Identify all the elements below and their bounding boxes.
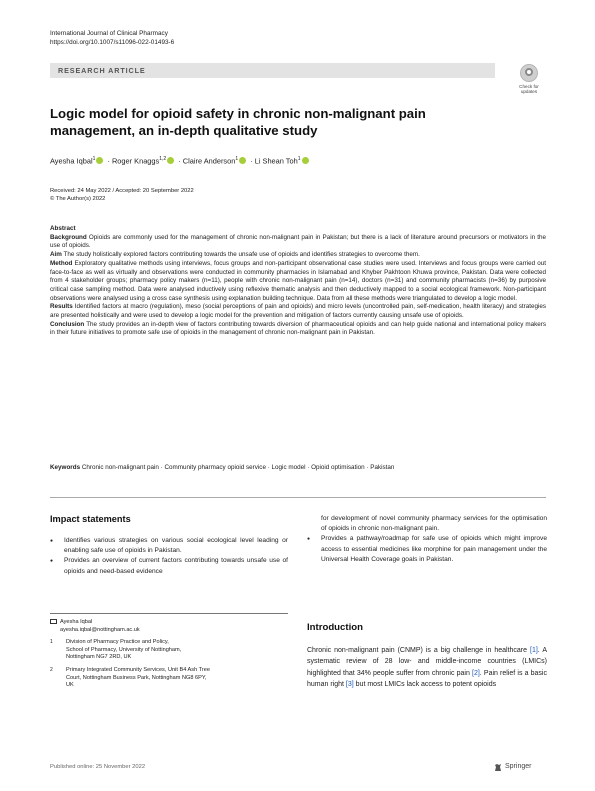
copyright: © The Author(s) 2022: [50, 196, 106, 202]
section-label: Aim: [50, 251, 62, 259]
impact-continuation: [307, 514, 547, 565]
section-label: Background: [50, 233, 87, 241]
section-text: The study provides an in-depth view of factors contributing towards diversion of pharmaceutical opioids and can help guide national and international policy makers in their future initiatives to promote safe use of opioids in the management of chronic non-malignant pain in Pakistan.: [50, 320, 546, 337]
article-type: RESEARCH ARTICLE: [58, 66, 146, 75]
affiliation-number: 1: [50, 639, 53, 646]
springer-horse-icon: [494, 763, 502, 772]
keywords-label: Keywords: [50, 464, 81, 471]
affiliation: [50, 639, 288, 662]
intro-text: Chronic non-malignant pain (CNMP) is a big challenge in healthcare: [307, 647, 530, 654]
author-separator: ·: [105, 156, 112, 166]
author-name[interactable]: Ayesha Iqbal: [50, 156, 93, 166]
section-label: Results: [50, 303, 73, 311]
published-online: Published online: 25 November 2022: [50, 764, 146, 770]
citation-link[interactable]: [1]: [530, 647, 538, 654]
list-item: ● Provides an overview of current factors contributing towards unsafe use of opioids and need-based evidence: [50, 556, 288, 576]
impact-list-2: [307, 534, 547, 565]
publication-dates: [50, 187, 194, 203]
received-accepted: Received: 24 May 2022 / Accepted: 20 September 2022: [50, 188, 194, 194]
check-line2: updates: [520, 89, 538, 95]
abstract: [50, 225, 546, 338]
abstract-method: [50, 260, 546, 304]
journal-header: [50, 30, 174, 47]
affiliation-number: 2: [50, 666, 53, 673]
section-text: The study holistically explored factors contributing towards the unsafe use of opioids and identifies strategies to overcome them.: [61, 251, 420, 259]
journal-name: International Journal of Clinical Pharmacy: [50, 30, 168, 37]
orcid-icon[interactable]: [167, 157, 174, 164]
affiliation-line: Nottingham NG7 2RD, UK: [66, 654, 132, 661]
list-item: ● Identifies various strategies on various social ecological level leading or enabling safe use of opioids in Pakistan.: [50, 536, 288, 556]
author-affiliation: 1,2: [159, 156, 167, 162]
impact-continuation-text: for development of novel community pharmacy services for the optimisation of opioids in chronic non-malignant pain.: [321, 515, 547, 533]
author-separator: ·: [176, 156, 183, 166]
section-text: Opioids are commonly used for the management of chronic non-malignant pain in Pakistan; but there is a lack of literature around precursors or motivators in the use of opioids.: [50, 233, 546, 250]
section-label: Conclusion: [50, 320, 85, 328]
author-affiliation: 1: [235, 156, 239, 162]
impact-list: [50, 536, 288, 577]
affiliation-line: Court, Nottingham Business Park, Nottingham NG8 6PY,: [66, 674, 207, 681]
author-separator: ·: [248, 156, 255, 166]
introduction-paragraph: [307, 645, 547, 691]
impact-heading: Impact statements: [50, 514, 131, 524]
affiliation-line: Division of Pharmacy Practice and Policy,: [66, 639, 169, 646]
affiliation: [50, 667, 288, 690]
abstract-conclusion: [50, 321, 546, 338]
keywords-text: Chronic non-malignant pain · Community pharmacy opioid service · Logic model · Opioid optimisation · Pakistan: [80, 464, 395, 471]
orcid-icon[interactable]: [96, 157, 103, 164]
affiliation-line: UK: [66, 682, 74, 689]
author-affiliation: 1: [92, 156, 96, 162]
intro-text: . Pain relief is a basic human right: [307, 669, 547, 689]
correspondence-block: [50, 613, 288, 690]
doi-link[interactable]: https://doi.org/10.1007/s11096-022-01493-6: [50, 38, 175, 46]
citation-link[interactable]: [2]: [472, 669, 480, 677]
abstract-heading: Abstract: [50, 225, 76, 232]
keywords: [50, 464, 546, 473]
divider: [50, 497, 546, 498]
orcid-icon[interactable]: [302, 157, 309, 164]
section-label: Method: [50, 259, 73, 267]
author-affiliation: 1: [297, 156, 301, 162]
author-name[interactable]: Li Shean Toh: [254, 156, 298, 166]
abstract-background: [50, 234, 546, 251]
section-text: Identified factors at macro (regulation), meso (social perceptions of pain and opioids) and micro levels (uncontrolled pain, self-medication, health literacy) and strategies are presented holistically and were used to develop a logic model for the prevention and mitigation of factors currently causing unsafe use of opioids.: [50, 303, 546, 320]
author-name[interactable]: Claire Anderson: [182, 156, 236, 166]
check-updates-icon: [520, 64, 538, 82]
intro-text: . A systematic review of 28 low- and middle-income countries (LMICs) highlighted that 34% people suffer from chronic pain: [307, 647, 547, 677]
impact-statements: [50, 514, 288, 577]
corresponding-author: Ayesha Iqbal: [60, 619, 93, 625]
affiliation-line: Primary Integrated Community Services, Unit B4 Ash Tree: [66, 666, 210, 673]
check-line1: Check for: [519, 84, 539, 89]
corresponding-email[interactable]: ayesha.iqbal@nottingham.ac.uk: [60, 626, 140, 633]
publisher-logo-text: Springer: [505, 763, 532, 770]
abstract-results: [50, 303, 546, 320]
section-text: Exploratory qualitative methods using interviews, focus groups and non-participant observational case studies were used. Interviews and focus groups were carried out face-to-face as well as virtually and observations were conducted in community pharmacies in Islamabad and Khyber Pakhtoon Khuwa province, Pakistan. Data were collected from 4 stakeholder groups; pharmacy policy makers (n=11), people with chronic non-malignant pain (n=14), doctors (n=31) and community pharmacists (n=36) by purposive critical case sampling method. Data were analysed inductively using reflexive thematic analysis and then deductively mapped to a social ecological framework. Non-participant observations were analysed using a cross case synthesis using explanation building technique. Data from all these methods were triangulated to develop a logic model.: [50, 259, 546, 302]
intro-text: but most LMICs lack access to potent opioids: [353, 681, 497, 689]
article-title: Logic model for opioid safety in chronic non-malignant pain management, an in-depth qualitative study: [50, 106, 426, 138]
orcid-icon[interactable]: [239, 157, 246, 164]
abstract-aim: [50, 251, 546, 260]
citation-link[interactable]: [3]: [345, 681, 354, 689]
author-list: [50, 156, 311, 165]
list-item: ● Provides a pathway/roadmap for safe use of opioids which might improve access to essential medicines like morphine for pain management under the Universal Health Coverage goals in Pakistan.: [307, 534, 547, 565]
check-for-updates-badge[interactable]: [514, 64, 544, 98]
introduction-heading: Introduction: [307, 622, 363, 633]
affiliation-line: School of Pharmacy, University of Nottingham,: [66, 646, 182, 653]
author-name[interactable]: Roger Knaggs: [111, 156, 160, 166]
envelope-icon: [50, 619, 57, 624]
